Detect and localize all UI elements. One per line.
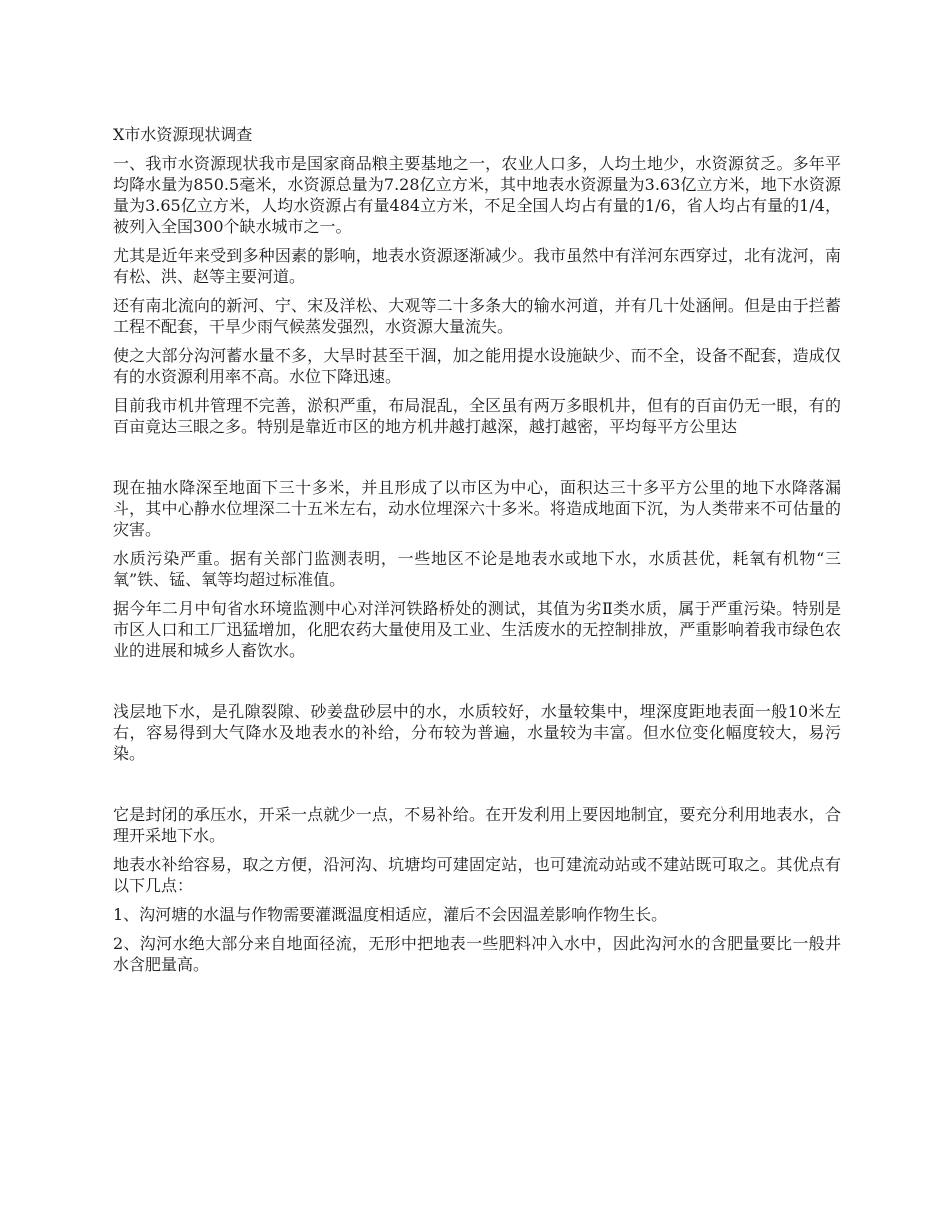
paragraph-surface-decrease: 尤其是近年来受到多种因素的影响，地表水资源逐渐减少。我市虽然中有洋河东西穿过，北有泷河，南有松、洪、赵等主要河道。 [113, 246, 841, 286]
paragraph-surface-advantages: 地表水补给容易，取之方便，沿河沟、坑塘均可建固定站，也可建流动站或不建站既可取之。其优点有以下几点： [113, 855, 841, 895]
paragraph-confined-water: 它是封闭的承压水，开采一点就少一点，不易补给。在开发利用上要因地制宜，要充分利用地表水，合理开采地下水。 [113, 805, 841, 845]
document-title: X市水资源现状调查 [113, 125, 253, 144]
document-page [113, 124, 841, 983]
section-gap [113, 445, 841, 477]
paragraph-pollution: 水质污染严重。据有关部门监测表明，一些地区不论是地表水或地下水，水质甚优，耗氧有机物“三氧”铁、锰、氧等均超过标准值。 [113, 549, 841, 589]
list-item-2: 2、沟河水绝大部分来自地面径流，无形中把地表一些肥料冲入水中，因此沟河水的含肥量要比一般井水含肥量高。 [113, 934, 841, 974]
paragraph-channels: 还有南北流向的新河、宁、宋及洋松、大观等二十多条大的输水河道，并有几十处涵闸。但是由于拦蓄工程不配套，干旱少雨气候蒸发强烈，水资源大量流失。 [113, 296, 841, 336]
paragraph-storage: 使之大部分沟河蓄水量不多，大旱时甚至干涸，加之能用提水设施缺少、而不全，设备不配套，造成仅有的水资源利用率不高。水位下降迅速。 [113, 346, 841, 386]
section-gap [113, 772, 841, 804]
paragraph-funnel: 现在抽水降深至地面下三十多米，并且形成了以市区为中心，面积达三十多平方公里的地下水降落漏斗，其中心静水位埋深二十五米左右，动水位埋深六十多米。将造成地面下沉，为人类带来不可估量的灾害。 [113, 478, 841, 539]
list-item-1: 1、沟河塘的水温与作物需要灌溉温度相适应，灌后不会因温差影响作物生长。 [113, 905, 668, 924]
paragraph-shallow-groundwater: 浅层地下水，是孔隙裂隙、砂姜盘砂层中的水，水质较好，水量较集中，埋深度距地表面一般10米左右，容易得到大气降水及地表水的补给，分布较为普遍，水量较为丰富。但水位变化幅度较大，易污染。 [113, 702, 841, 763]
paragraph-water-status: 一、我市水资源现状我市是国家商品粮主要基地之一，农业人口多，人均土地少，水资源贫乏。多年平均降水量为850.5毫米，水资源总量为7.28亿立方米，其中地表水资源量为3.63亿立方米，地下水资源量为3.65亿立方米，人均水资源占有量484立方米，不足全国人均占有量的1/6，省人均占有量的1/4，被列入全国300个缺水城市之一。 [113, 154, 841, 236]
section-gap [113, 669, 841, 701]
paragraph-monitoring: 据今年二月中旬省水环境监测中心对洋河铁路桥处的测试，其值为劣Ⅱ类水质，属于严重污染。特别是市区人口和工厂迅猛增加，化肥农药大量使用及工业、生活废水的无控制排放，严重影响着我市绿色农业的进展和城乡人畜饮水。 [113, 599, 841, 660]
paragraph-wells: 目前我市机井管理不完善，淤积严重，布局混乱，全区虽有两万多眼机井，但有的百亩仍无一眼，有的百亩竟达三眼之多。特别是靠近市区的地方机井越打越深，越打越密，平均每平方公里达 [113, 396, 841, 436]
